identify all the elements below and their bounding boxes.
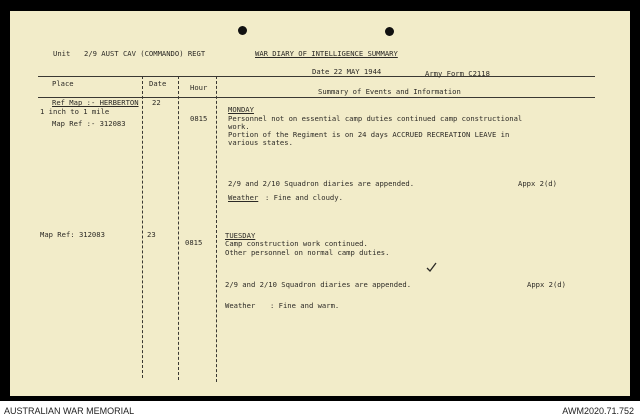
entry-date: 22 — [152, 98, 161, 107]
place-scale: 1 inch to 1 mile — [40, 107, 110, 116]
check-mark-icon — [426, 262, 438, 272]
entry-hour: 0815 — [185, 238, 203, 247]
column-divider — [216, 76, 217, 382]
weather-label: Weather — [228, 193, 259, 202]
entry-day: TUESDAY — [225, 231, 256, 240]
entry-day: MONDAY — [228, 105, 254, 114]
table-top-rule — [38, 76, 595, 77]
date-line: Date 22 MAY 1944 — [312, 67, 382, 76]
entry-date: 23 — [147, 230, 156, 239]
unit-value: 2/9 AUST CAV (COMMANDO) REGT — [84, 49, 206, 58]
entry-text-line: Personnel not on essential camp duties continued camp constructional — [228, 114, 523, 123]
diary-note: 2/9 and 2/10 Squadron diaries are appended. — [228, 179, 415, 188]
place-map-ref: Map Ref :- 312083 — [52, 119, 126, 128]
weather-value: : Fine and cloudy. — [265, 193, 343, 202]
column-header-summary: Summary of Events and Information — [318, 87, 461, 96]
entry-text-line: Other personnel on normal camp duties. — [225, 248, 390, 257]
column-divider — [178, 76, 179, 380]
punch-hole — [385, 27, 394, 36]
entry-text-line: Camp construction work continued. — [225, 239, 368, 248]
entry-text-line: Portion of the Regiment is on 24 days ACCRUED RECREATION LEAVE in — [228, 130, 510, 139]
appendix-ref: Appx 2(d) — [527, 280, 566, 289]
column-divider — [142, 76, 143, 378]
diary-note: 2/9 and 2/10 Squadron diaries are appended. — [225, 280, 412, 289]
appendix-ref: Appx 2(d) — [518, 179, 557, 188]
entry-text-line: various states. — [228, 138, 293, 147]
column-header-date: Date — [149, 79, 167, 88]
entry-hour: 0815 — [190, 114, 208, 123]
place-map-ref: Map Ref: 312083 — [40, 230, 105, 239]
footer-accession-number: AWM2020.71.752 — [562, 406, 634, 416]
column-header-hour: Hour — [190, 83, 208, 92]
weather-label: Weather — [225, 301, 256, 310]
place-ref-map: Ref Map :- HERBERTON — [52, 98, 139, 107]
entry-text-line: work. — [228, 122, 250, 131]
column-header-place: Place — [52, 79, 74, 88]
weather-value: : Fine and warm. — [270, 301, 340, 310]
footer-credit: AUSTRALIAN WAR MEMORIAL — [4, 406, 135, 416]
form-title: WAR DIARY OF INTELLIGENCE SUMMARY — [255, 49, 398, 58]
punch-hole — [238, 26, 247, 35]
unit-label: Unit — [53, 49, 71, 58]
army-form: Army Form C2118 — [425, 69, 490, 78]
